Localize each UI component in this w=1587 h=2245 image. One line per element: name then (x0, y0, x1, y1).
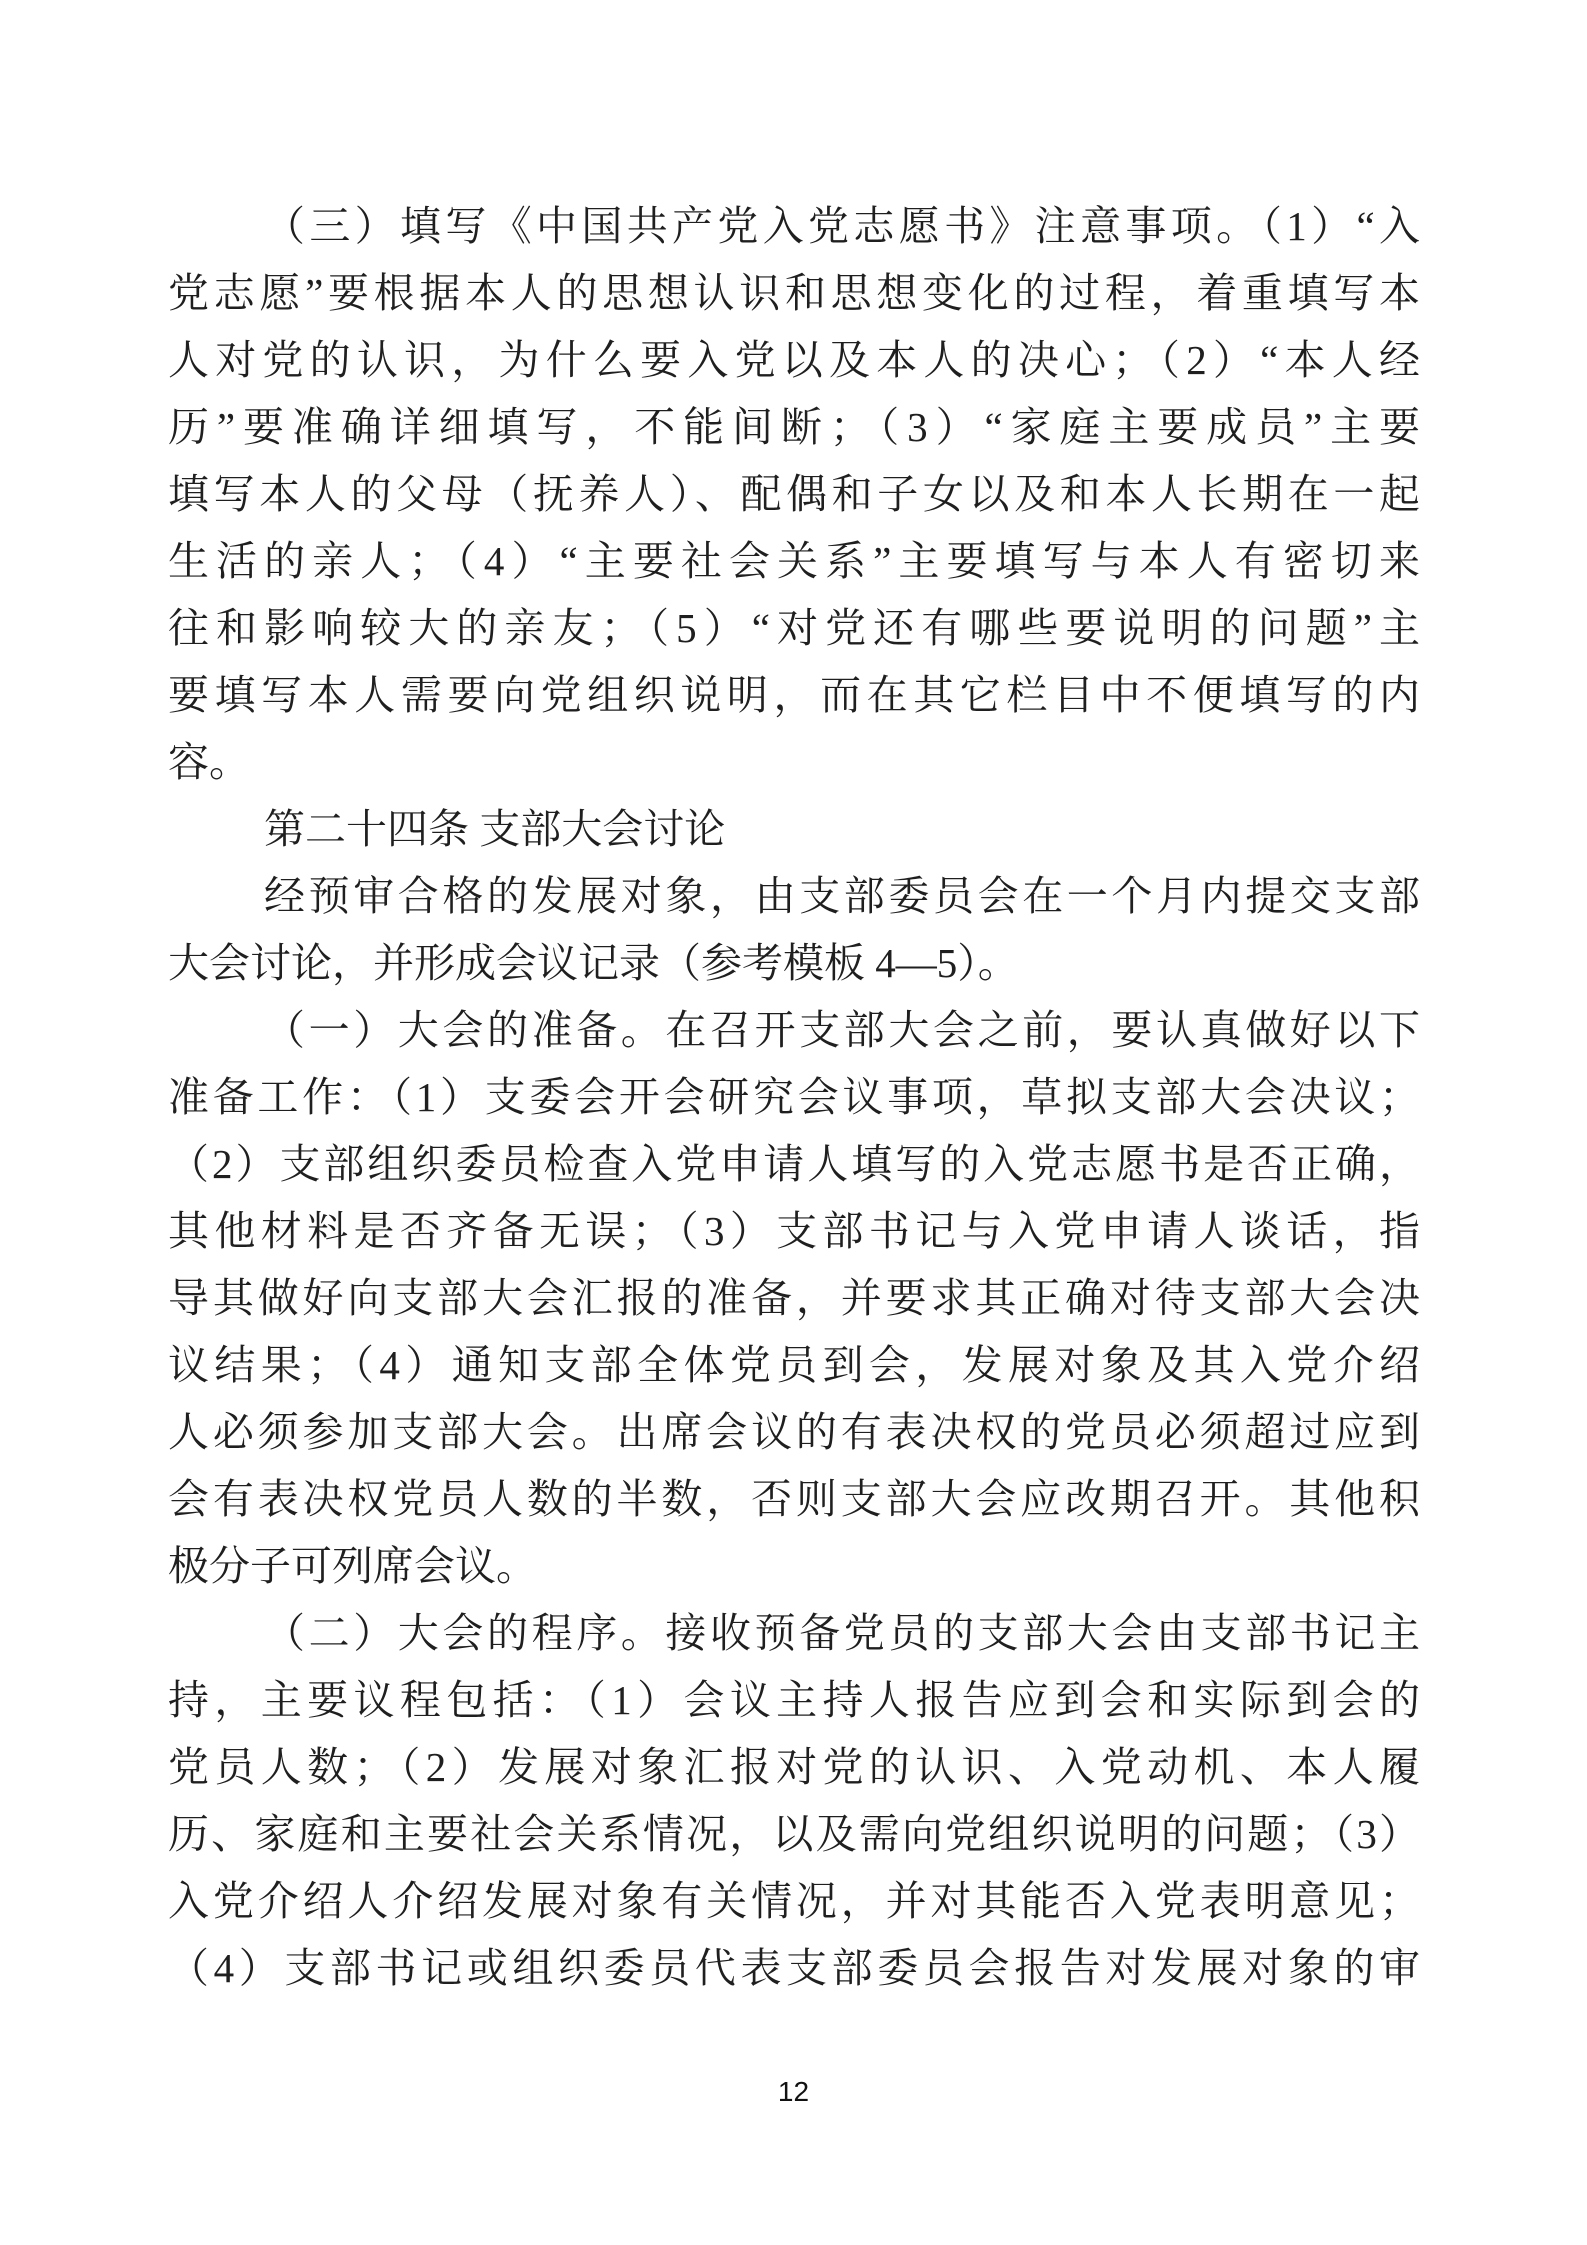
paragraph-line: 填写本人的父母（抚养人）、配偶和子女以及和本人长期在一起 (168, 471, 1420, 517)
paragraph-line: 生活的亲人；（4）“主要社会关系”主要填写与本人有密切来 (168, 538, 1420, 584)
paragraph-line: 历”要准确详细填写，不能间断；（3）“家庭主要成员”主要 (168, 404, 1420, 450)
paragraph-line: 历、家庭和主要社会关系情况，以及需向党组织说明的问题；（3） (168, 1811, 1420, 1857)
paragraph-line: 议结果；（4）通知支部全体党员到会，发展对象及其入党介绍 (168, 1342, 1420, 1388)
paragraph-line: （二）大会的程序。接收预备党员的支部大会由支部书记主 (264, 1610, 1420, 1656)
document-body (168, 193, 1420, 2002)
paragraph-line: （4）支部书记或组织委员代表支部委员会报告对发展对象的审 (168, 1945, 1420, 1991)
paragraph-line: 人对党的认识，为什么要入党以及本人的决心；（2）“本人经 (168, 337, 1420, 383)
page-number: 12 (777, 2076, 810, 2107)
paragraph-line: 经预审合格的发展对象，由支部委员会在一个月内提交支部 (264, 873, 1420, 919)
paragraph-line: 党志愿”要根据本人的思想认识和思想变化的过程，着重填写本 (168, 270, 1420, 316)
paragraph-line: 往和影响较大的亲友；（5）“对党还有哪些要说明的问题”主 (168, 605, 1420, 651)
paragraph-line: 要填写本人需要向党组织说明，而在其它栏目中不便填写的内 (168, 672, 1420, 718)
paragraph-line: （2）支部组织委员检查入党申请人填写的入党志愿书是否正确， (168, 1141, 1420, 1187)
paragraph-line: 极分子可列席会议。 (168, 1543, 537, 1589)
paragraph-line: 其他材料是否齐备无误；（3）支部书记与入党申请人谈话，指 (168, 1208, 1420, 1254)
paragraph-line: 会有表决权党员人数的半数，否则支部大会应改期召开。其他积 (168, 1476, 1420, 1522)
paragraph-line: （一）大会的准备。在召开支部大会之前，要认真做好以下 (264, 1007, 1420, 1053)
paragraph-line: 大会讨论，并形成会议记录（参考模板 4—5）。 (168, 940, 1019, 986)
paragraph-line: 导其做好向支部大会汇报的准备，并要求其正确对待支部大会决 (168, 1275, 1420, 1321)
section-heading: 第二十四条 支部大会讨论 (264, 806, 726, 852)
paragraph-line: 入党介绍人介绍发展对象有关情况，并对其能否入党表明意见； (168, 1878, 1420, 1924)
paragraph-line: （三）填写《中国共产党入党志愿书》注意事项。（1）“入 (264, 203, 1420, 249)
paragraph-line: 持，主要议程包括：（1）会议主持人报告应到会和实际到会的 (168, 1677, 1420, 1723)
paragraph-line: 容。 (168, 739, 250, 785)
paragraph-line: 人必须参加支部大会。出席会议的有表决权的党员必须超过应到 (168, 1409, 1420, 1455)
paragraph-line: 党员人数；（2）发展对象汇报对党的认识、入党动机、本人履 (168, 1744, 1420, 1790)
paragraph-line: 准备工作：（1）支委会开会研究会议事项，草拟支部大会决议； (168, 1074, 1420, 1120)
